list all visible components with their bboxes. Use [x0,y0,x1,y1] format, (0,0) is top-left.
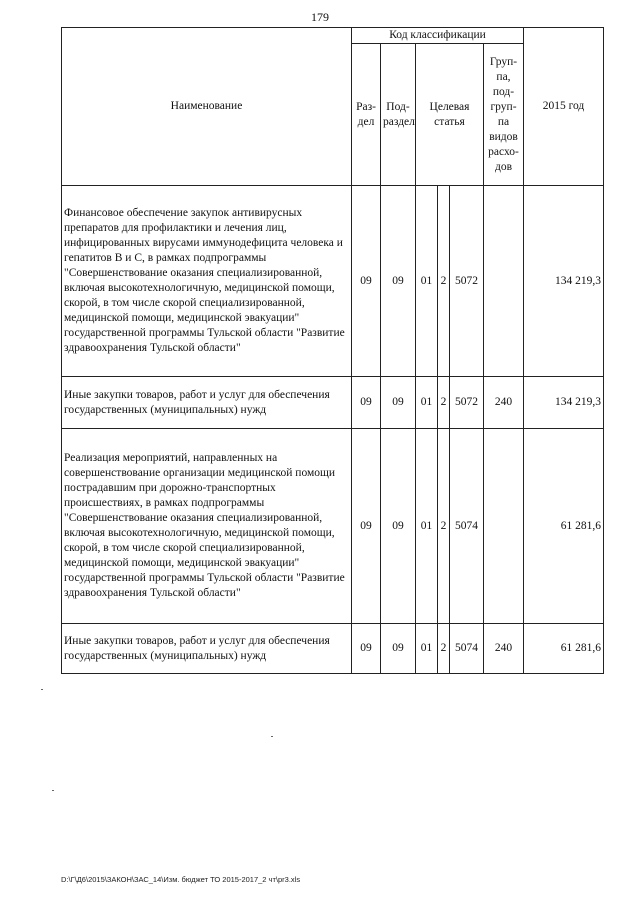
row-section: 09 [352,429,381,624]
row-amount: 61 281,6 [524,624,604,674]
row-amount: 61 281,6 [524,429,604,624]
row-subsection: 09 [381,624,416,674]
row-target-subprogram: 2 [438,429,450,624]
header-target-article-text: Целевая статья [429,100,470,128]
row-target-direction: 5074 [450,429,484,624]
header-expense-group-text: Груп- па, под- груп- па видов расхо- дов [488,55,519,173]
header-section [352,44,381,186]
table-row [62,624,604,674]
scan-speck [52,790,54,791]
row-amount: 134 219,3 [524,377,604,429]
row-target-direction: 5072 [450,186,484,377]
row-target-subprogram: 2 [438,186,450,377]
header-subsection [381,44,416,186]
row-name: Финансовое обеспечение закупок антивирусных препаратов для профилактики и лечения лиц, инфицированных вирусами иммунодефицита человека и гепатитов В и С, в рамках подпрограммы "Совершенствование оказания специализированной, включая высокотехнологичную, медицинской помощи, скорой, в том числе скорой специализированной, медицинской помощи, медицинской эвакуации" государственной программы Тульской области "Развитие здравоохранения Тульской области" [62,186,352,377]
header-section-text: Раз- дел [356,100,376,128]
row-subsection: 09 [381,377,416,429]
row-target-program: 01 [416,624,438,674]
row-expense-group: 240 [484,624,524,674]
page-number: 179 [311,10,329,24]
header-name: Наименование [62,28,352,186]
row-expense-group: 240 [484,377,524,429]
row-target-direction: 5074 [450,624,484,674]
row-section: 09 [352,186,381,377]
row-name: Иные закупки товаров, работ и услуг для обеспечения государственных (муниципальных) нужд [62,624,352,674]
header-subsection-text: Под- раздел [383,100,415,128]
row-amount: 134 219,3 [524,186,604,377]
row-target-program: 01 [416,186,438,377]
row-target-direction: 5072 [450,377,484,429]
row-section: 09 [352,624,381,674]
table-row [62,377,604,429]
table-row [62,186,604,377]
budget-table [61,27,604,674]
row-target-subprogram: 2 [438,377,450,429]
row-section: 09 [352,377,381,429]
row-target-program: 01 [416,377,438,429]
row-name: Реализация мероприятий, направленных на совершенствование организации медицинской помощи пострадавшим при дорожно-транспортных происшествиях, в рамках подпрограммы "Совершенствование оказания специализированной, включая высокотехнологичную, медицинской помощи, скорой, в том числе скорой специализированной, медицинской помощи, медицинской эвакуации" государственной программы Тульской области "Развитие здравоохранения Тульской области" [62,429,352,624]
file-path-footer: D:\Г\Д6\2015\ЗАКОН\ЗАС_14\Изм. бюджет ТО 2015-2017_2 чт\pr3.xls [61,875,301,884]
header-year: 2015 год [524,28,604,186]
header-expense-group [484,44,524,186]
header-target-article [416,44,484,186]
table-row [62,429,604,624]
row-subsection: 09 [381,429,416,624]
row-target-subprogram: 2 [438,624,450,674]
row-target-program: 01 [416,429,438,624]
row-name: Иные закупки товаров, работ и услуг для обеспечения государственных (муниципальных) нужд [62,377,352,429]
header-classification-code: Код классификации [352,28,524,44]
row-expense-group [484,429,524,624]
scan-speck [41,689,43,690]
row-expense-group [484,186,524,377]
scan-speck [271,736,273,737]
row-subsection: 09 [381,186,416,377]
